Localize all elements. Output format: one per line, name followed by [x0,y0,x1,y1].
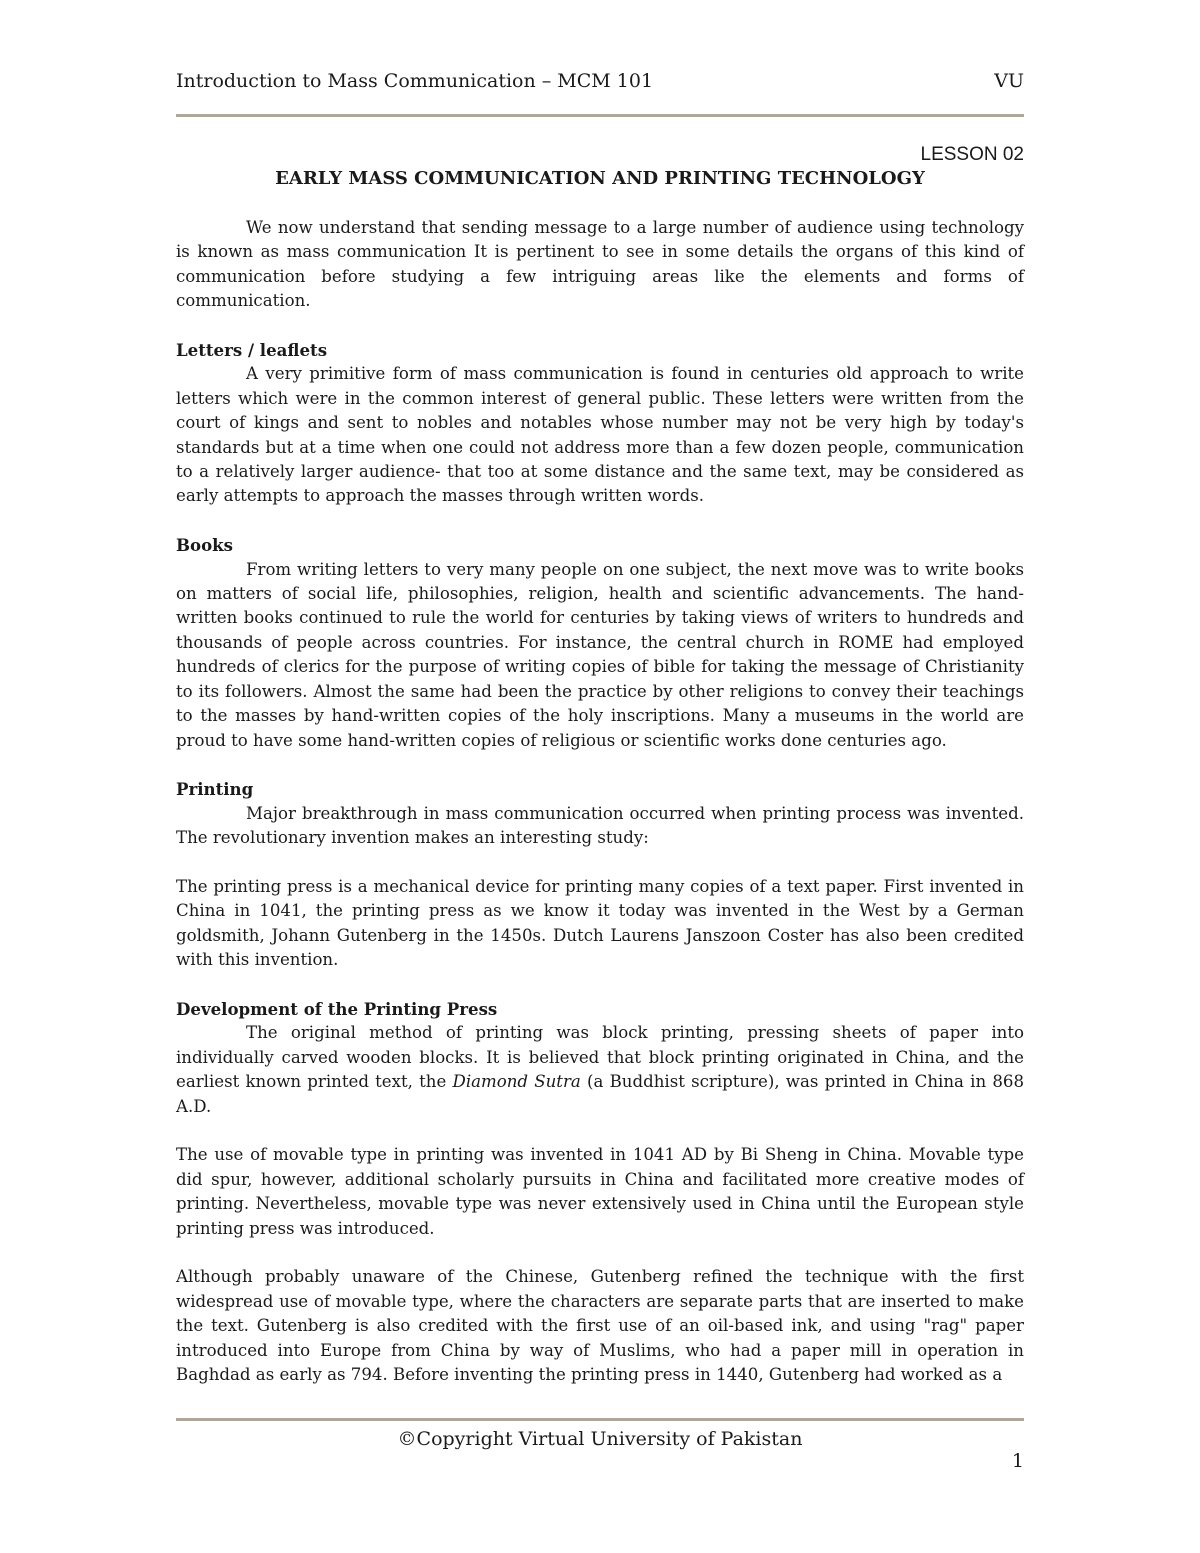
section-heading-development: Development of the Printing Press [176,998,498,1019]
footer-divider [176,1418,1024,1421]
intro-paragraph: We now understand that sending message to a large number of audience using technology is known as mass communication It is pertinent to see in some details the organs of this kind of communication before studying a few intriguing areas like the elements and forms of communication. [176,218,1024,311]
letters-paragraph: A very primitive form of mass communication is found in centuries old approach to write letters which were in the common interest of general public. These letters were written from the court of kings and sent to nobles and notables whose number may not be very high by today's standards but at a time when one could not address more than a few dozen people, communication to a relatively larger audience- that too at some distance and the same text, may be considered as early attempts to approach the masses through written words. [176,364,1024,506]
development-p1-text-b: (a Buddhist scripture), was printed in China in 868 A.D. [176,1072,1025,1116]
page-header [176,70,1024,92]
printing-paragraph-1: Major breakthrough in mass communication occurred when printing process was invented. The revolutionary invention makes an interesting study: [176,803,1024,848]
document-body [176,216,1024,1387]
development-paragraph-2: The use of movable type in printing was invented in 1041 AD by Bi Sheng in China. Movable type did spur, however, additional scholarly pursuits in China and facilitated more creative modes of printing. Nevertheless, movable type was never extensively used in China until the European style printing press was introduced. [176,1145,1024,1238]
course-title: Introduction to Mass Communication – MCM 101 [176,70,654,92]
page-title: EARLY MASS COMMUNICATION AND PRINTING TECHNOLOGY [275,168,925,189]
page-number: 1 [1011,1450,1024,1472]
development-paragraph-1 [176,1021,1024,1119]
section-letters [176,338,1024,509]
section-development [176,997,1024,1387]
printing-paragraph-2: The printing press is a mechanical device for printing many copies of a text paper. First invented in China in 1041, the printing press as we know it today was invented in the West by a German goldsmith, Johann Gutenberg in the 1450s. Dutch Laurens Janszoon Coster has also been credited with this invention. [176,876,1024,970]
books-paragraph: From writing letters to very many people on one subject, the next move was to write books on matters of social life, philosophies, religion, health and scientific advancements. The hand-written books continued to rule the world for centuries by taking views of writers to hundreds and thousands of people across countries. For instance, the central church in ROME had employed hundreds of clerics for the purpose of writing copies of bible for taking the message of Christianity to its followers. Almost the same had been the practice by other religions to convey their teachings to the masses by hand-written copies of the holy inscriptions. Many a museums in the world are proud to have some hand-written copies of religious or scientific works done centuries ago. [176,559,1024,750]
section-heading-books: Books [176,535,234,556]
development-paragraph-3: Although probably unaware of the Chinese, Gutenberg refined the technique with the first widespread use of movable type, where the characters are separate parts that are inserted to make the text. Gutenberg is also credited with the first use of an oil-based ink, and using "rag" paper introduced into Europe from China by way of Muslims, who had a paper mill in operation in Baghdad as early as 794. Before inventing the printing press in 1440, Gutenberg had worked as a [176,1267,1024,1384]
section-books [176,533,1024,753]
institution-abbrev: VU [994,70,1024,92]
development-p1-text-a: The original method of printing was block printing, pressing sheets of paper into individually carved wooden blocks. It is believed that block printing originated in China, and the earliest known printed text, the [176,1023,1024,1092]
header-divider [176,114,1024,117]
section-heading-letters: Letters / leaflets [176,340,328,361]
section-heading-printing: Printing [176,779,254,800]
copyright-notice: ©Copyright Virtual University of Pakistan [397,1428,803,1450]
diamond-sutra-title: Diamond Sutra [452,1072,581,1092]
section-printing [176,777,1024,972]
lesson-label: LESSON 02 [920,144,1024,165]
